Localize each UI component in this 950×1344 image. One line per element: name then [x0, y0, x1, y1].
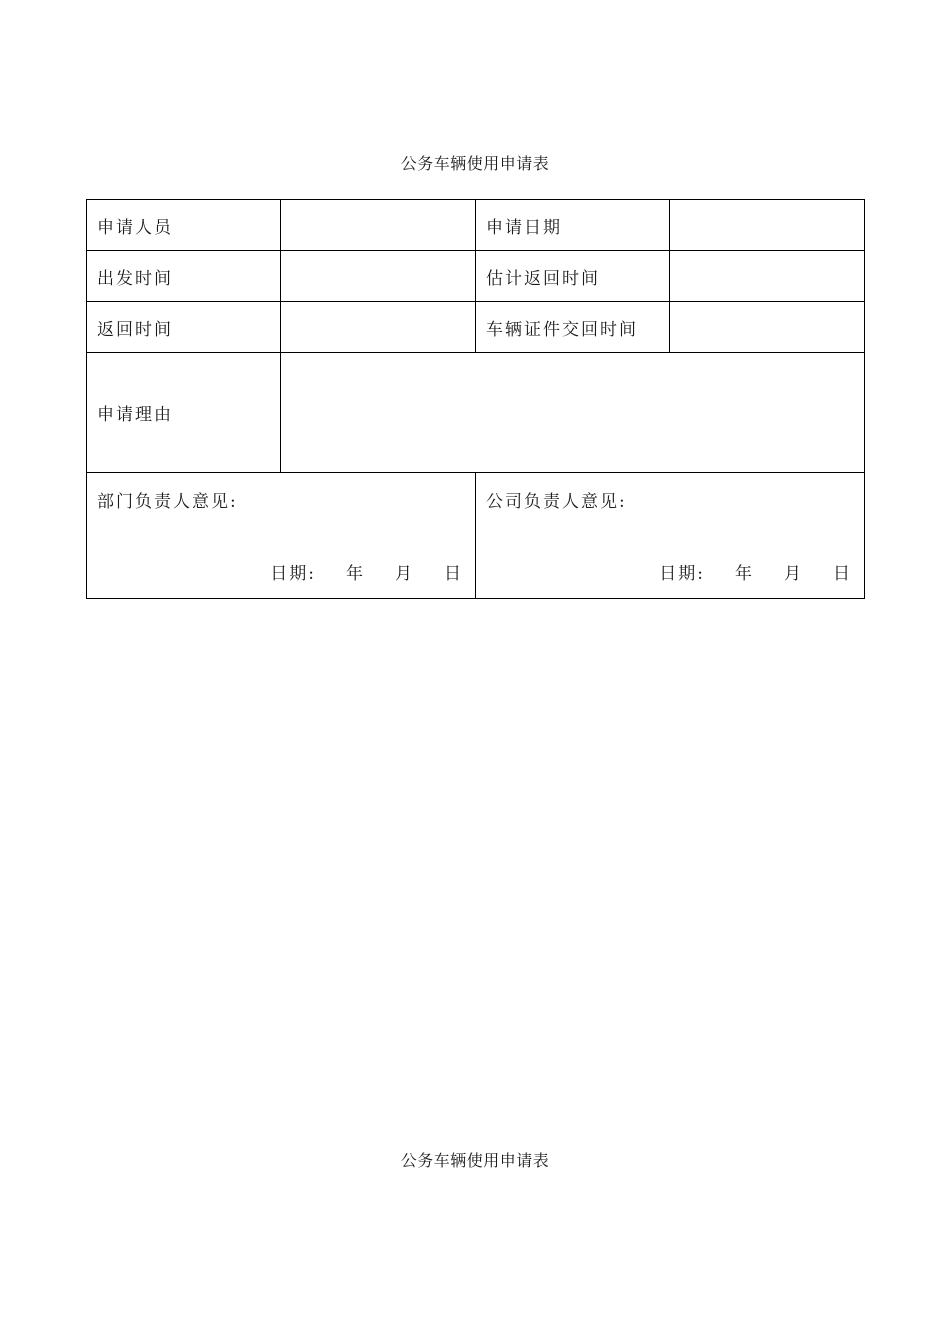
departure-time-field[interactable] — [281, 251, 476, 302]
applicant-field[interactable] — [281, 200, 476, 251]
dept-date-label: 日期: — [270, 564, 316, 584]
return-time-field[interactable] — [281, 302, 476, 353]
form-row-return — [87, 302, 865, 353]
form-row-departure — [87, 251, 865, 302]
dept-opinion-label: 部门负责人意见: — [97, 492, 238, 512]
company-day-label: 日 — [833, 564, 852, 584]
form-row-opinions — [87, 473, 865, 599]
vehicle-application-form — [86, 199, 865, 599]
dept-year-label: 年 — [346, 564, 365, 584]
dept-day-label: 日 — [444, 564, 463, 584]
application-date-label: 申请日期 — [476, 200, 670, 251]
page-title: 公务车辆使用申请表 — [400, 154, 550, 173]
form-row-reason — [87, 353, 865, 473]
departure-time-label: 出发时间 — [87, 251, 281, 302]
reason-field[interactable] — [281, 353, 865, 473]
return-time-label: 返回时间 — [87, 302, 281, 353]
estimated-return-field[interactable] — [670, 251, 865, 302]
footer-title: 公务车辆使用申请表 — [400, 1151, 550, 1170]
company-opinion-label: 公司负责人意见: — [486, 492, 627, 512]
dept-opinion-cell[interactable] — [87, 473, 476, 599]
dept-month-label: 月 — [395, 564, 414, 584]
company-date-line — [659, 559, 852, 584]
company-opinion-cell[interactable] — [476, 473, 865, 599]
dept-date-line — [270, 559, 463, 584]
form-row-applicant — [87, 200, 865, 251]
company-year-label: 年 — [735, 564, 754, 584]
company-month-label: 月 — [784, 564, 803, 584]
documents-return-field[interactable] — [670, 302, 865, 353]
reason-label: 申请理由 — [87, 353, 281, 473]
estimated-return-label: 估计返回时间 — [476, 251, 670, 302]
applicant-label: 申请人员 — [87, 200, 281, 251]
application-date-field[interactable] — [670, 200, 865, 251]
documents-return-label: 车辆证件交回时间 — [476, 302, 670, 353]
company-date-label: 日期: — [659, 564, 705, 584]
